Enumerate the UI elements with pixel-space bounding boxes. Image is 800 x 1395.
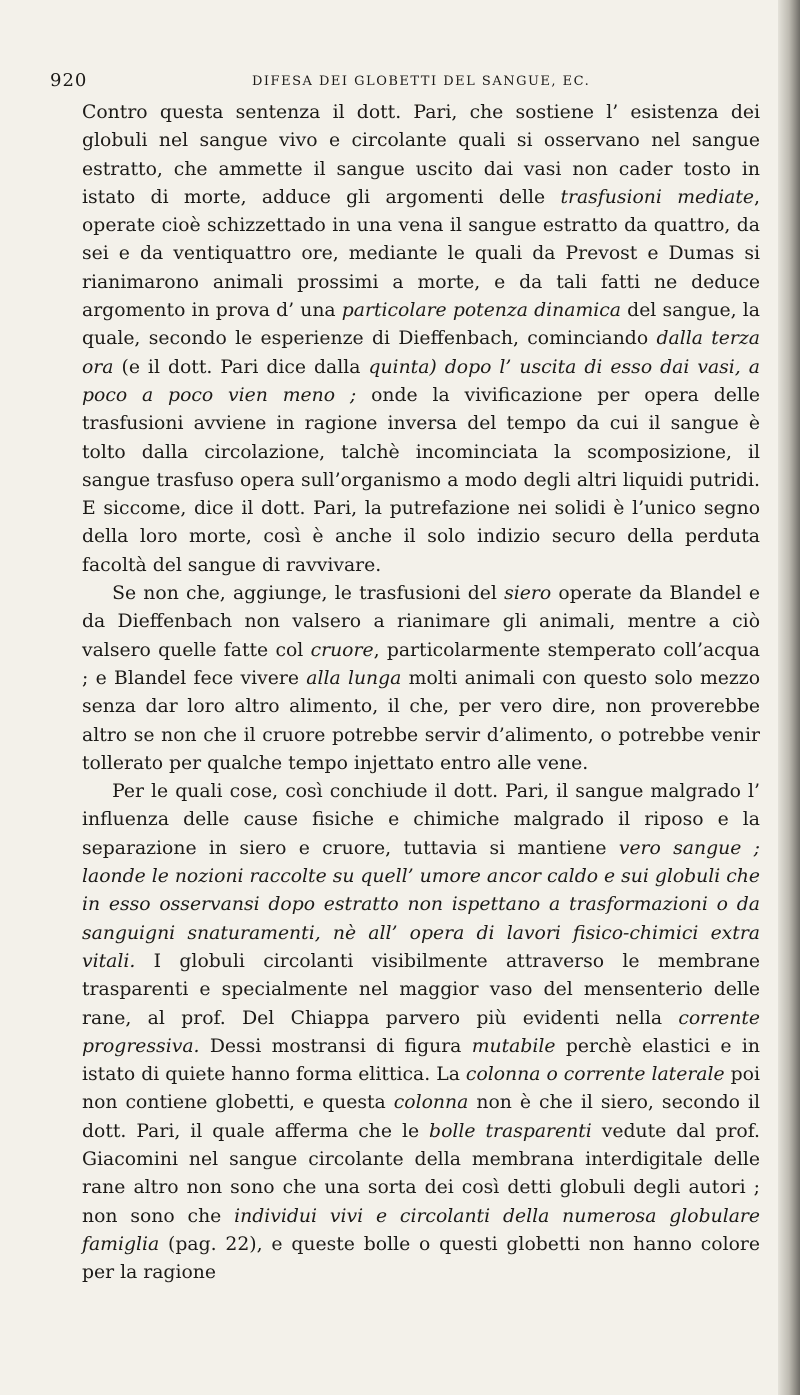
text-run: Dessi mostransi di figura: [199, 1035, 472, 1057]
paragraph-1: [82, 99, 760, 580]
page-edge-shadow: [778, 0, 800, 1395]
paragraph-3: [82, 778, 760, 1287]
italic-run: colonna o corrente laterale: [465, 1064, 725, 1086]
italic-run: vero sangue ; laonde le nozioni raccolte su quell’ umore ancor caldo e sui globuli che in esso osservansi dopo estratto non ispettano a trasformazioni o da sanguigni snaturamenti, nè all’ opera di lavori fisico-chimici extra vitali.: [82, 837, 760, 972]
italic-run: dalla terza ora: [82, 328, 760, 378]
page-number: 920: [50, 70, 88, 91]
text-run: I globuli circolanti visibilmente attraverso le membrane trasparenti e specialmente nel maggior vaso del mensenterio delle rane, al prof. Del Chiappa parvero più evidenti nella: [82, 950, 760, 1029]
text-run: (pag. 22), e queste bolle o questi globetti non hanno colore per la ragione: [82, 1233, 760, 1284]
text-run: , particolarmente stemperato coll’acqua ; e Blandel fece vivere: [82, 639, 760, 689]
text-run: vedute dal prof. Giacomini nel sangue circolante della membrana interdigitale delle rane altro non sono che una sorta dei così detti globuli degli autori ; non sono che: [82, 1120, 760, 1227]
text-run: onde la vivificazione per opera delle trasfusioni avviene in ragione inversa del tempo da cui il sangue è tolto dalla circolazione, talchè incominciata la scomposizione, il sangue trasfuso opera sull’organismo a modo degli altri liquidi putridi. E siccome, dice il dott. Pari, la putrefazione nei solidi è l’unico segno della loro morte, così è anche il solo indizio securo della perduta facoltà del sangue di ravvivare.: [82, 384, 760, 576]
body-text: [82, 99, 760, 1287]
italic-run: mutabile: [471, 1035, 556, 1057]
italic-run: quinta) dopo l’ uscita di esso dai vasi, a poco a poco vien meno ;: [82, 356, 760, 406]
text-run: molti animali con questo solo mezzo senza dar loro altro alimento, il che, per vero dire, non proverebbe altro se non che il cruore potrebbe servir d’alimento, o potrebbe venir tollerato per qualche tempo injettato entro alle vene.: [82, 667, 761, 774]
text-run: operate da Blandel e da Dieffenbach non valsero a rianimare gli animali, mentre a ciò valsero quelle fatte col: [82, 583, 760, 661]
paragraph-2: [82, 580, 760, 778]
text-run: , operate cioè schizzettado in una vena il sangue estratto da quattro, da sei e da ventiquattro ore, mediante le quali da Prevost e Dumas si rianimarono animali prossimi a morte, e da tali fatti ne deduce argomento in prova d’ una: [82, 186, 760, 322]
italic-run: particolare potenza dinamica: [341, 300, 622, 322]
italic-run: cruore: [310, 639, 374, 661]
text-run: del sangue, la quale, secondo le esperienze di Dieffenbach, cominciando: [82, 300, 760, 350]
running-header: [50, 70, 750, 98]
text-run: Se non che, aggiunge, le trasfusioni del: [112, 583, 505, 605]
italic-run: individui vivi e circolanti della numerosa globulare famiglia: [82, 1205, 760, 1255]
text-run: perchè elastici e in istato di quiete hanno forma elittica. La: [82, 1035, 760, 1086]
italic-run: trasfusioni mediate: [560, 186, 755, 208]
text-run: Contro questa sentenza il dott. Pari, che sostiene l’ esistenza dei globuli nel sangue vivo e circolante quali si osservano nel sangue estratto, che ammette il sangue uscito dai vasi non cader tosto in istato di morte, adduce gli argomenti delle: [82, 102, 760, 208]
italic-run: siero: [504, 583, 552, 605]
text-run: (e il dott. Pari dice dalla: [113, 356, 369, 378]
italic-run: colonna: [393, 1092, 469, 1114]
italic-run: bolle trasparenti: [429, 1120, 592, 1142]
text-run: non è che il siero, secondo il dott. Pari, il quale afferma che le: [82, 1092, 760, 1142]
running-title: DIFESA DEI GLOBETTI DEL SANGUE, EC.: [252, 74, 591, 89]
text-run: poi non contiene globetti, e questa: [82, 1064, 760, 1114]
text-run: Per le quali cose, così conchiude il dott. Pari, il sangue malgrado l’ influenza delle cause fisiche e chimiche malgrado il riposo e la separazione in siero e cruore, tuttavia si mantiene: [82, 781, 760, 859]
italic-run: alla lunga: [306, 667, 402, 689]
italic-run: corrente progressiva.: [82, 1007, 760, 1057]
